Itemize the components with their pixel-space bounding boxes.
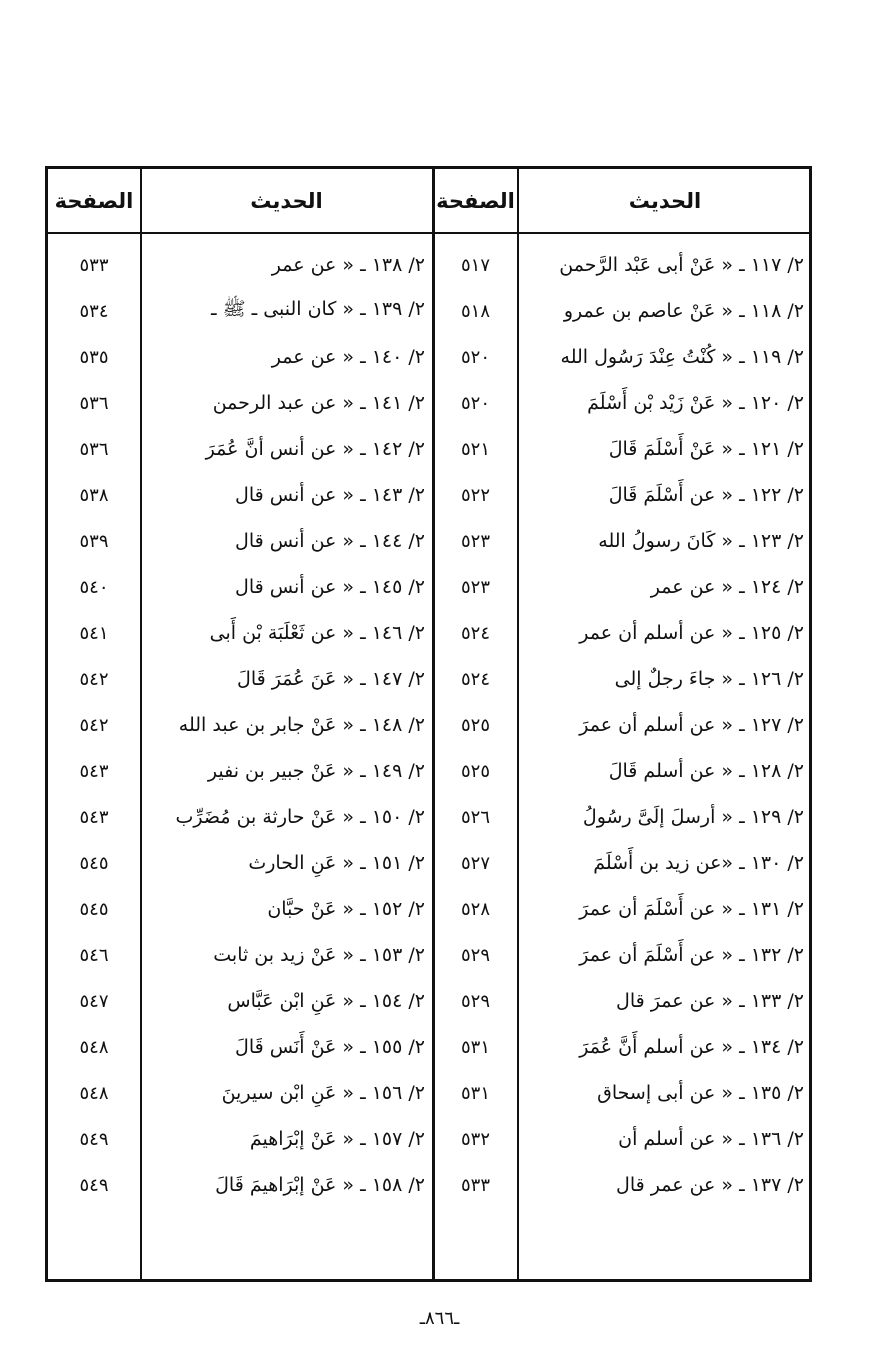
hadith-cell: ٢/ ١٢٠ ـ « عَنْ زَيْد بْن أَسْلَمَ — [587, 392, 804, 414]
page-cell: ٥٢٦ — [461, 806, 491, 828]
hadith-cell: ٢/ ١٥١ ـ « عَنِ الحارث — [248, 852, 425, 874]
page-cell: ٥٣٦ — [79, 438, 109, 460]
page-cell: ٥٣٤ — [79, 300, 109, 322]
page-cell: ٥٢٩ — [461, 944, 491, 966]
page-cell: ٥٢٥ — [461, 714, 491, 736]
hadith-cell: ٢/ ١٢٤ ـ « عن عمر — [650, 576, 804, 598]
hadith-cell: ٢/ ١٢٦ ـ « جاءَ رجلٌ إلى — [614, 668, 804, 690]
hadith-cell: ٢/ ١٤٤ ـ « عن أنس قال — [235, 530, 425, 552]
page-cell: ٥١٨ — [461, 300, 491, 322]
table-row — [48, 702, 809, 748]
page-number: ـ٨٦٦ـ — [419, 1308, 460, 1329]
table-row — [48, 564, 809, 610]
page-cell: ٥٤٢ — [79, 714, 109, 736]
table-row — [48, 886, 809, 932]
page-cell: ٥٤٦ — [79, 944, 109, 966]
hadith-cell: ٢/ ١٥٢ ـ « عَنْ حبَّان — [267, 898, 425, 920]
table-row — [48, 748, 809, 794]
page-cell: ٥٣١ — [461, 1082, 491, 1104]
hadith-cell: ٢/ ١٣٥ ـ « عن أبى إسحاق — [597, 1082, 804, 1104]
hadith-cell: ٢/ ١٢٥ ـ « عن أسلم أن عمر — [579, 622, 804, 644]
hadith-cell: ٢/ ١٥٠ ـ « عَنْ حارثة بن مُضَرِّب — [175, 806, 425, 828]
hadith-cell: ٢/ ١٤٨ ـ « عَنْ جابر بن عبد الله — [178, 714, 425, 736]
hadith-cell: ٢/ ١١٧ ـ « عَنْ أبى عَبْد الرَّحمن — [559, 254, 804, 276]
table-row — [48, 656, 809, 702]
hadith-cell: ٢/ ١٥٤ ـ « عَنِ ابْن عَبَّاس — [227, 990, 425, 1012]
page-cell: ٥٢٧ — [461, 852, 491, 874]
hadith-cell: ٢/ ١٣٢ ـ « عن أَسْلَمَ أن عمرَ — [579, 944, 804, 966]
hadith-cell: ٢/ ١٢٢ ـ « عن أَسْلَمَ قَالَ — [608, 484, 804, 506]
page-cell: ٥٤٨ — [79, 1036, 109, 1058]
header-page-right: الصفحة — [436, 188, 515, 213]
header-divider — [48, 232, 809, 234]
page-cell: ٥٢٠ — [461, 392, 491, 414]
hadith-cell: ٢/ ١٤٠ ـ « عن عمر — [271, 346, 425, 368]
hadith-cell: ٢/ ١٣١ ـ « عن أَسْلَمَ أن عمرَ — [579, 898, 804, 920]
hadith-cell: ٢/ ١٥٦ ـ « عَنِ ابْن سيرينَ — [221, 1082, 425, 1104]
hadith-cell: ٢/ ١٤٩ ـ « عَنْ جبير بن نفير — [207, 760, 425, 782]
table-row — [48, 380, 809, 426]
page-cell: ٥٢٠ — [461, 346, 491, 368]
table-row — [48, 334, 809, 380]
table-row — [48, 1116, 809, 1162]
index-table — [45, 166, 812, 1282]
hadith-cell: ٢/ ١٣٧ ـ « عن عمر قال — [616, 1174, 804, 1196]
hadith-cell: ٢/ ١٣٣ ـ « عن عمرَ قال — [616, 990, 804, 1012]
page-cell: ٥٢٥ — [461, 760, 491, 782]
hadith-cell: ٢/ ١١٩ ـ « كُنْتُ عِنْدَ رَسُول الله — [560, 346, 804, 368]
table-row — [48, 932, 809, 978]
page-cell: ٥١٧ — [461, 254, 491, 276]
hadith-cell: ٢/ ١٢٣ ـ « كَانَ رسولُ الله — [598, 530, 804, 552]
page-cell: ٥٢٤ — [461, 622, 491, 644]
hadith-cell: ٢/ ١٢١ ـ « عَنْ أَسْلَمَ قَالَ — [608, 438, 804, 460]
page-cell: ٥٢٩ — [461, 990, 491, 1012]
page-cell: ٥٤٥ — [79, 898, 109, 920]
header-hadith-right: الحديث — [628, 188, 702, 213]
hadith-cell: ٢/ ١٢٨ ـ « عن أسلم قَالَ — [608, 760, 804, 782]
hadith-cell: ٢/ ١٥٥ ـ « عَنْ أَنَس قَالَ — [235, 1036, 425, 1058]
page-cell: ٥٢٣ — [461, 530, 491, 552]
hadith-cell: ٢/ ١١٨ ـ « عَنْ عاصم بن عمرو — [563, 300, 804, 322]
page-cell: ٥٢٨ — [461, 898, 491, 920]
page-cell: ٥٣٨ — [79, 484, 109, 506]
page-cell: ٥٣٢ — [461, 1128, 491, 1150]
hadith-cell: ٢/ ١٣٨ ـ « عن عمر — [271, 254, 425, 276]
table-row — [48, 610, 809, 656]
page-cell: ٥٢٣ — [461, 576, 491, 598]
table-row — [48, 288, 809, 334]
hadith-cell: ٢/ ١٢٩ ـ « أرسلَ إلَىَّ رسُولُ — [582, 806, 804, 828]
table-row — [48, 840, 809, 886]
page-cell: ٥٣٥ — [79, 346, 109, 368]
table-row — [48, 426, 809, 472]
page-cell: ٥٤٥ — [79, 852, 109, 874]
hadith-cell: ٢/ ١٤٣ ـ « عن أنس قال — [235, 484, 425, 506]
hadith-cell: ٢/ ١٤٥ ـ « عن أنس قال — [235, 576, 425, 598]
hadith-cell: ٢/ ١٤٧ ـ « عَنَ عُمَرَ قَالَ — [237, 668, 425, 690]
page-cell: ٥٤٠ — [79, 576, 109, 598]
table-row — [48, 518, 809, 564]
table-row — [48, 1070, 809, 1116]
header-page-left: الصفحة — [54, 188, 134, 213]
hadith-cell: ٢/ ١٣٩ ـ « كان النبى ـ ﷺ ـ — [210, 298, 425, 320]
page-cell: ٥٢٢ — [461, 484, 491, 506]
hadith-cell: ٢/ ١٥٧ ـ « عَنْ إبْرَاهيمَ — [249, 1128, 425, 1150]
hadith-cell: ٢/ ١٢٧ ـ « عن أسلم أن عمرَ — [579, 714, 804, 736]
page-cell: ٥٣٦ — [79, 392, 109, 414]
page-cell: ٥٤١ — [79, 622, 109, 644]
table-row — [48, 472, 809, 518]
hadith-cell: ٢/ ١٥٣ ـ « عَنْ زيد بن ثابت — [213, 944, 425, 966]
page-cell: ٥٢٤ — [461, 668, 491, 690]
hadith-cell: ٢/ ١٣٦ ـ « عن أسلم أن — [618, 1128, 804, 1150]
page-cell: ٥٤٢ — [79, 668, 109, 690]
hadith-cell: ٢/ ١٤٢ ـ « عن أنس أنَّ عُمَرَ — [205, 438, 425, 460]
hadith-cell: ٢/ ١٤٦ ـ « عن ثَعْلَبَة بْن أَبى — [209, 622, 425, 644]
hadith-cell: ٢/ ١٣٠ ـ «عن زيد بن أَسْلَمَ — [593, 852, 804, 874]
page-cell: ٥٣٣ — [79, 254, 109, 276]
table-row — [48, 1162, 809, 1208]
page-cell: ٥٤٧ — [79, 990, 109, 1012]
table-row — [48, 794, 809, 840]
page-cell: ٥٣١ — [461, 1036, 491, 1058]
page-cell: ٥٤٣ — [79, 760, 109, 782]
page-cell: ٥٣٩ — [79, 530, 109, 552]
table-row — [48, 978, 809, 1024]
page-cell: ٥٤٨ — [79, 1082, 109, 1104]
table-row — [48, 1024, 809, 1070]
table-row — [48, 242, 809, 288]
page-cell: ٥٢١ — [461, 438, 491, 460]
hadith-cell: ٢/ ١٤١ ـ « عن عبد الرحمن — [212, 392, 425, 414]
page-cell: ٥٤٩ — [79, 1174, 109, 1196]
header-hadith-left: الحديث — [250, 188, 323, 213]
hadith-cell: ٢/ ١٣٤ ـ « عن أسلم أَنَّ عُمَرَ — [579, 1036, 804, 1058]
page-cell: ٥٤٣ — [79, 806, 109, 828]
page-cell: ٥٤٩ — [79, 1128, 109, 1150]
page-cell: ٥٣٣ — [461, 1174, 491, 1196]
hadith-cell: ٢/ ١٥٨ ـ « عَنْ إبْرَاهيمَ قَالَ — [215, 1174, 425, 1196]
